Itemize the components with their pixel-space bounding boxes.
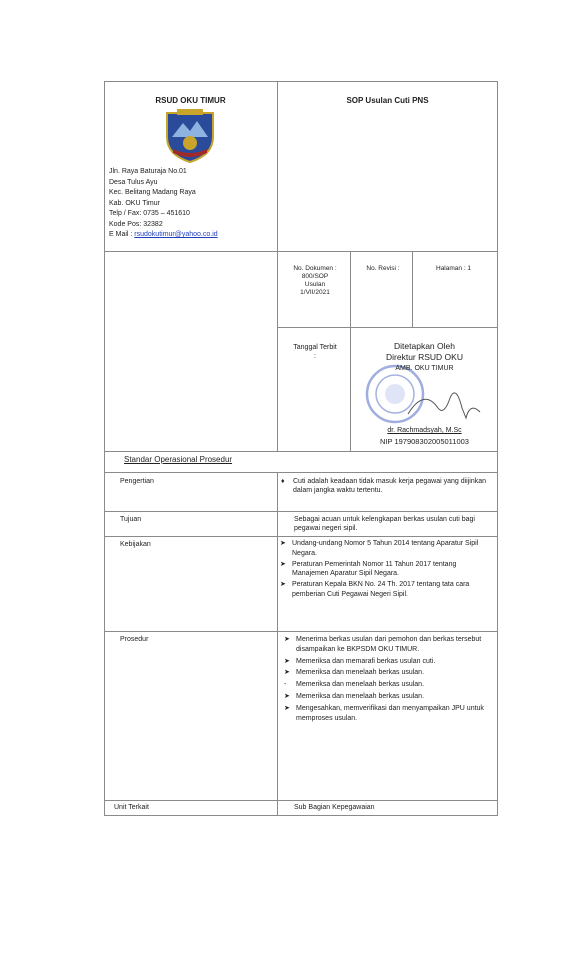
table-border-top	[104, 81, 498, 82]
list-item	[284, 635, 492, 655]
meta-divider-2	[412, 251, 413, 327]
kebijakan-bottom	[104, 631, 498, 632]
kebijakan-item: Peraturan Kepala BKN No. 24 Th. 2017 tentang tata cara pemberian Cuti Pegawai Negeri Sipil.	[292, 581, 470, 598]
approval-line-3: AMB. OKU TIMUR	[395, 365, 454, 372]
doc-title: SOP Usulan Cuti PNS	[346, 96, 429, 105]
email-link[interactable]: rsudokutimur@yahoo.co.id	[134, 231, 218, 238]
arrow-bullet-icon: ➤	[284, 636, 290, 643]
list-item	[284, 704, 492, 724]
arrow-bullet-icon: ➤	[280, 540, 286, 547]
prosedur-item: Menerima berkas usulan dari pemohon dan berkas tersebut disampaikan ke BKPSDM OKU TIMUR.	[296, 636, 482, 653]
table-border-left	[104, 81, 105, 815]
arrow-bullet-icon: ➤	[284, 704, 290, 712]
list-item	[284, 657, 492, 667]
address-block	[109, 167, 274, 241]
prosedur-item: Memeriksa dan menelaah berkas usulan.	[296, 692, 425, 700]
table-divider-center-lower	[277, 472, 278, 815]
tujuan-label: Tujuan	[120, 516, 142, 523]
prosedur-item: Memeriksa dan memarafi berkas usulan cuti.	[296, 657, 436, 665]
arrow-bullet-icon: ➤	[280, 581, 286, 589]
approval-line-2: Direktur RSUD OKU	[386, 352, 463, 362]
kebijakan-item: Undang-undang Nomor 5 Tahun 2014 tentang Aparatur Sipil Negara.	[292, 540, 479, 557]
approval-block	[352, 341, 497, 374]
list-item	[284, 668, 492, 678]
table-border-right	[497, 81, 498, 815]
dash-bullet-icon: -	[284, 681, 287, 689]
header-bottom	[104, 251, 498, 252]
pengertian-content	[281, 477, 491, 496]
prosedur-item: Mengesahkan, memverifikasi dan menyampaikan JPU untuk memproses usulan.	[296, 704, 484, 722]
pengertian-text: Cuti adalah keadaan tidak masuk kerja pegawai yang diijinkan dalam jangka waktu tertentu.	[293, 478, 487, 494]
kebijakan-label: Kebijakan	[120, 541, 151, 548]
hospital-logo	[163, 107, 217, 163]
email-label: E Mail :	[109, 231, 133, 238]
page-number: Halaman : 1	[436, 265, 472, 272]
unit-text: Sub Bagian Kepegawaian	[294, 804, 375, 811]
meta-divider-1	[350, 251, 351, 451]
bullet-marker: ♦	[281, 478, 285, 485]
org-name: RSUD OKU TIMUR	[155, 96, 226, 105]
address-line: Telp / Fax: 0735 – 451610	[109, 210, 190, 217]
unit-label: Unit Terkait	[114, 804, 149, 811]
arrow-bullet-icon: ➤	[280, 560, 286, 568]
approver-name: dr. Rachmadsyah, M.Sc	[387, 427, 462, 434]
approver-nip: NIP 197908302005011003	[380, 437, 469, 446]
list-item	[281, 477, 491, 495]
arrow-bullet-icon: ➤	[284, 692, 290, 700]
doc-number: No. Dokumen : 800/SOP Usulan 1/VII/2021	[293, 265, 337, 296]
prosedur-content	[284, 635, 492, 725]
address-line: Kode Pos: 32382	[109, 220, 163, 228]
list-item	[280, 539, 492, 559]
list-item	[284, 680, 492, 690]
kebijakan-content	[280, 539, 492, 601]
tujuan-bottom	[104, 536, 498, 537]
address-line: Kab. OKU Timur	[109, 199, 160, 207]
prosedur-bottom	[104, 800, 498, 801]
sop-title: Standar Operasional Prosedur	[124, 455, 233, 464]
arrow-bullet-icon: ➤	[284, 657, 290, 665]
list-item	[284, 692, 492, 702]
list-item	[280, 580, 492, 600]
prosedur-item: Memeriksa dan menelaah berkas usulan.	[296, 669, 425, 677]
meta-row-divider	[277, 327, 498, 328]
meta-bottom	[104, 451, 498, 452]
table-divider-center	[277, 81, 278, 451]
pengertian-label: Pengertian	[120, 478, 154, 485]
list-item	[280, 560, 492, 580]
pengertian-bottom	[104, 511, 498, 512]
prosedur-item: Memeriksa dan menelaah berkas usulan.	[296, 681, 425, 689]
address-line: Kec. Belitang Madang Raya	[109, 189, 196, 196]
prosedur-label: Prosedur	[120, 636, 149, 643]
table-border-bottom	[104, 815, 498, 816]
address-line: Desa Tulus Ayu	[109, 178, 158, 186]
revision-number: No. Revisi :	[366, 265, 400, 272]
tujuan-text: Sebagai acuan untuk kelengkapan berkas usulan cuti bagi pegawai negeri sipil.	[294, 516, 475, 532]
issue-date-label: Tanggal Terbit :	[293, 344, 337, 360]
address-line: Jln. Raya Baturaja No.01	[109, 168, 187, 175]
arrow-bullet-icon: ➤	[284, 669, 290, 677]
kebijakan-item: Peraturan Pemerintah Nomor 11 Tahun 2017 tentang Manajemen Aparatur Sipil Negara.	[292, 560, 457, 578]
sop-title-bottom	[104, 472, 498, 473]
approval-line-1: Ditetapkan Oleh	[394, 341, 455, 351]
email-line	[109, 230, 274, 241]
signature-icon	[404, 378, 484, 420]
